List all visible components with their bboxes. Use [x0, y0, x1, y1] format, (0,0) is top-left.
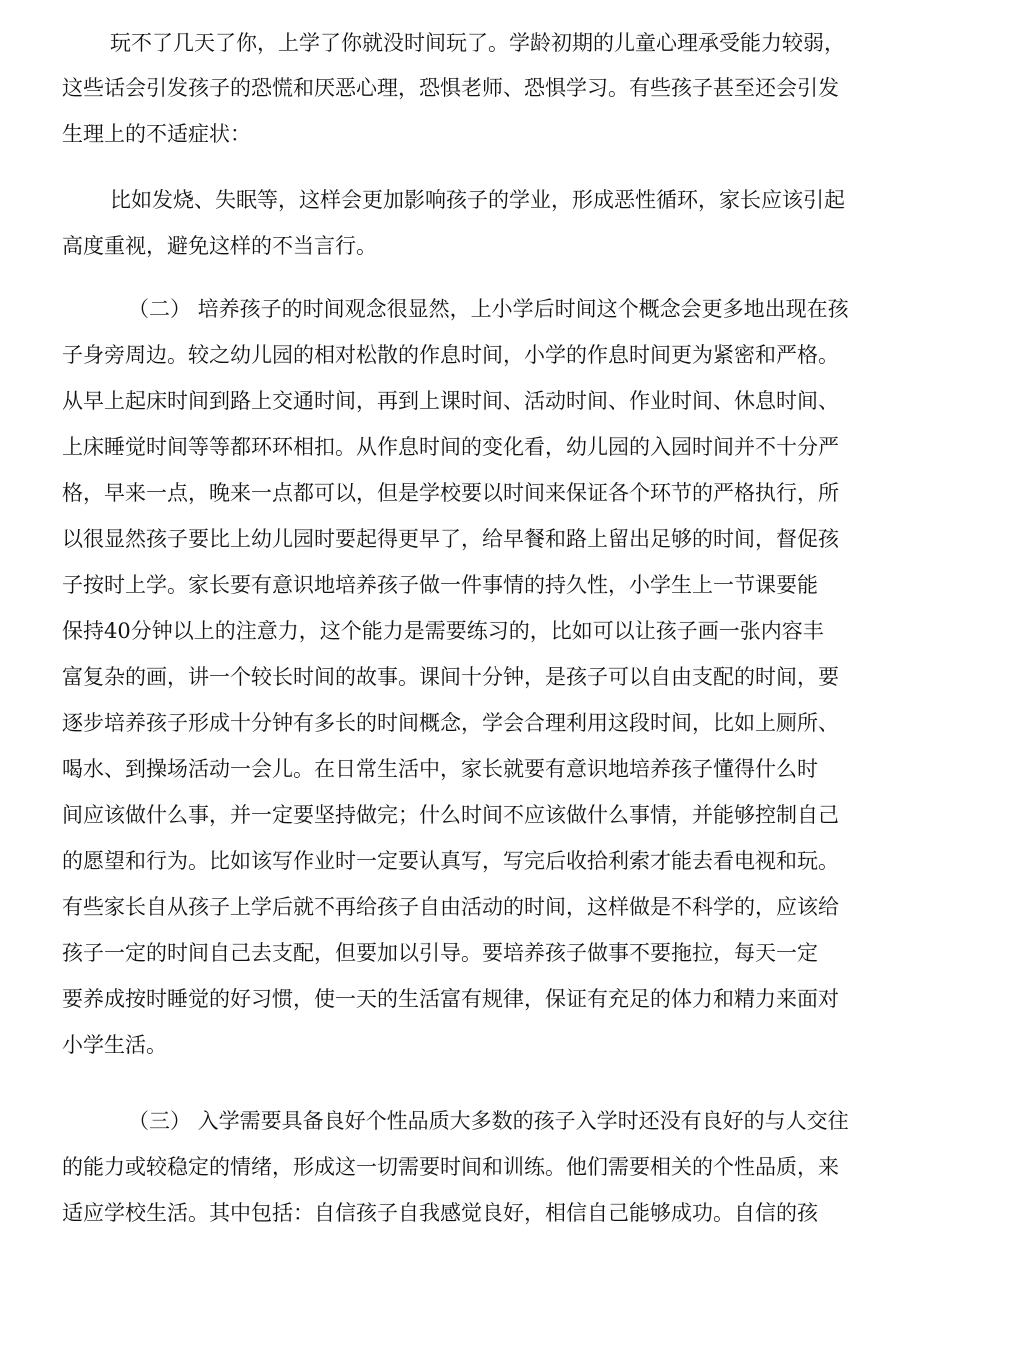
- text-line: 比如发烧、失眠等，这样会更加影响孩子的学业，形成恶性循环，家长应该引起: [110, 188, 845, 212]
- text-line: 格，早来一点，晚来一点都可以，但是学校要以时间来保证各个环节的严格执行，所: [62, 481, 839, 505]
- text-line: 逐步培养孩子形成十分钟有多长的时间概念，学会合理利用这段时间，比如上厕所、: [62, 711, 839, 735]
- text-line: 这些话会引发孩子的恐慌和厌恶心理，恐惧老师、恐惧学习。有些孩子甚至还会引发: [62, 76, 839, 100]
- text-line: 小学生活。: [62, 1033, 167, 1057]
- text-line: 要养成按时睡觉的好习惯，使一天的生活富有规律，保证有充足的体力和精力来面对: [62, 987, 839, 1011]
- text-line: 喝水、到操场活动一会儿。在日常生活中，家长就要有意识地培养孩子懂得什么时: [62, 757, 818, 781]
- text-line: 高度重视，避免这样的不当言行。: [62, 234, 377, 258]
- text-line: 适应学校生活。其中包括：自信孩子自我感觉良好，相信自己能够成功。自信的孩: [62, 1201, 818, 1225]
- text-line: 子身旁周边。较之幼儿园的相对松散的作息时间，小学的作息时间更为紧密和严格。: [62, 343, 839, 367]
- section-heading-line: （二） 培养孩子的时间观念很显然，上小学后时间这个概念会更多地出现在孩: [128, 297, 849, 321]
- text-line: 上床睡觉时间等等都环环相扣。从作息时间的变化看，幼儿园的入园时间并不十分严: [62, 435, 839, 459]
- text-line: 孩子一定的时间自己去支配，但要加以引导。要培养孩子做事不要拖拉，每天一定: [62, 941, 818, 965]
- text-line: 从早上起床时间到路上交通时间，再到上课时间、活动时间、作业时间、休息时间、: [62, 389, 839, 413]
- text-line: 的能力或较稳定的情绪，形成这一切需要时间和训练。他们需要相关的个性品质，来: [62, 1155, 839, 1179]
- text-line: 子按时上学。家长要有意识地培养孩子做一件事情的持久性，小学生上一节课要能: [62, 573, 818, 597]
- text-line: 富复杂的画，讲一个较长时间的故事。课间十分钟，是孩子可以自由支配的时间，要: [62, 665, 839, 689]
- text-line: 生理上的不适症状：: [62, 122, 251, 146]
- text-line: 有些家长自从孩子上学后就不再给孩子自由活动的时间，这样做是不科学的，应该给: [62, 895, 839, 919]
- text-line: 保持40分钟以上的注意力，这个能力是需要练习的，比如可以让孩子画一张内容丰: [62, 619, 824, 643]
- section-heading-line: （三） 入学需要具备良好个性品质大多数的孩子入学时还没有良好的与人交往: [128, 1109, 849, 1133]
- text-line: 以很显然孩子要比上幼儿园时要起得更早了，给早餐和路上留出足够的时间，督促孩: [62, 527, 839, 551]
- text-line: 玩不了几天了你，上学了你就没时间玩了。学龄初期的儿童心理承受能力较弱，: [110, 31, 845, 55]
- text-line: 间应该做什么事，并一定要坚持做完；什么时间不应该做什么事情，并能够控制自己: [62, 803, 839, 827]
- text-line: 的愿望和行为。比如该写作业时一定要认真写，写完后收拾利索才能去看电视和玩。: [62, 849, 839, 873]
